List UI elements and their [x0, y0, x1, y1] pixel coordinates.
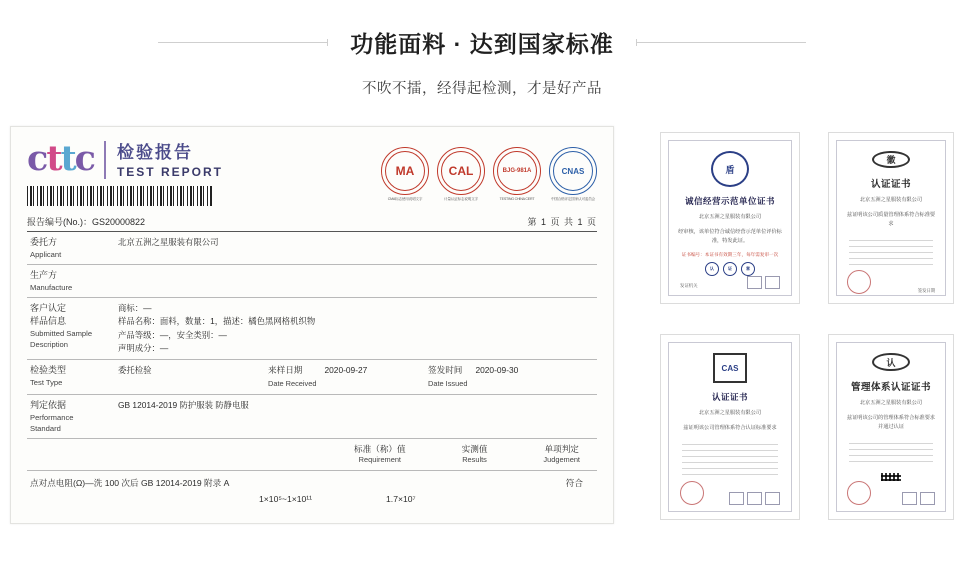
row-value-test-type: 委托检验 来样日期 Date Received 2020-09-27 签发时间 Date Issued 2020-09-30: [115, 360, 597, 394]
table-row: [27, 264, 597, 297]
certificate-2-image: [828, 132, 954, 304]
seal-cnas: CNAS 中国合格评定国家认可委员会: [549, 147, 597, 201]
row-label-applicant: 委托方 Applicant: [27, 232, 115, 265]
cert-signature-row: [847, 270, 936, 294]
report-number: 报告编号(No.)：GS20000822: [27, 216, 146, 227]
cert-text-lines: [849, 438, 933, 467]
result-values: [27, 494, 597, 504]
seal-cma: MA CMA标志使用说明文字: [381, 147, 429, 201]
cert-emblem-icon: 盾: [711, 151, 749, 187]
result-column-headers: 标准（称）值 Requirement 实测值 Results 单项判定 Judgement: [27, 438, 597, 470]
cert-subtitle: 北京五洲之星服装有限公司: [859, 400, 923, 407]
result-row: [27, 471, 597, 489]
cert-emblem-icon: 认: [872, 353, 910, 371]
table-row: [27, 360, 597, 394]
cert-red-note: 证书编号：本证书有效期三年，每年需复审一次: [681, 251, 779, 257]
report-title-cn: 检验报告: [116, 143, 193, 162]
cert-signature-row: [680, 481, 780, 505]
report-number-row: [27, 215, 597, 232]
title-row: [0, 26, 964, 59]
table-row: [27, 394, 597, 438]
certificate-4-image: [828, 334, 954, 520]
certificate-1-image: [660, 132, 800, 304]
cert-subtitle: 北京五洲之星服装有限公司: [859, 197, 923, 203]
certificate-3-image: [660, 334, 800, 520]
report-title-en: TEST REPORT: [116, 164, 223, 179]
cert-title: 认证证书: [870, 179, 911, 190]
table-row: [27, 232, 597, 265]
row-label-test-type: 检验类型 Test Type: [27, 360, 115, 394]
cert-body: 兹证明该公司的管理体系符合标准要求并通过认证: [846, 414, 936, 430]
page-subtitle: 不吹不擂，经得起检测，才是好产品: [362, 81, 602, 97]
row-label-sample: 客户认定 样品信息 Submitted Sample Description: [27, 297, 115, 360]
row-value-sample: 商标：— 样品名称：面料，数量：1，描述：橘色黑网格机织物 产品等级：—，安全类别：— 声明成分：—: [115, 297, 597, 360]
cert-footer-right: 签发日期: [917, 287, 936, 293]
report-brand: [27, 138, 223, 206]
cert-stamp-icon: [680, 481, 704, 505]
row-value-applicant: 北京五洲之星服装有限公司: [115, 232, 597, 265]
cert-title: 认证证书: [711, 392, 748, 402]
cert-title: 诚信经营示范单位证书: [684, 196, 775, 207]
divider-right: [636, 42, 806, 43]
test-report-image: [10, 126, 614, 524]
table-row: [27, 297, 597, 360]
result-judgement: 符合: [565, 477, 583, 488]
cert-text-lines: [682, 439, 777, 480]
cert-title: 管理体系认证证书: [850, 382, 931, 394]
row-label-standard: 判定依据 Performance Standard: [27, 394, 115, 438]
cert-subtitle: 北京五洲之星服装有限公司: [698, 214, 762, 221]
seal-bjg: BJG-981A TESTING CHINA CERT: [493, 147, 541, 201]
result-item: 点对点电阻(Ω)—洗 100 次后 GB 12014-2019 附录 A: [30, 477, 230, 488]
cert-body: 经审核，该单位符合诚信经营示范单位评价标准，特发此证。: [678, 228, 782, 244]
cert-stamp-icon: [847, 270, 871, 294]
row-value-standard: GB 12014-2019 防护服装 防静电服: [115, 394, 597, 438]
table-row: [27, 438, 597, 470]
cert-footer-left: 发证机关: [679, 283, 698, 288]
cttc-logo: cttc: [27, 138, 94, 179]
cert-body: 兹证明该公司管理体系符合认证标准要求: [683, 424, 777, 431]
page-title: 功能面料 · 达到国家标准: [350, 31, 614, 57]
report-header: [27, 138, 597, 206]
row-label-manufacture: 生产方 Manufacture: [27, 264, 115, 297]
result-measured: 1.7×10⁷: [386, 493, 416, 504]
cert-subtitle: 北京五洲之星服装有限公司: [698, 410, 762, 416]
seal-cal: CAL 计量认证标志说明文字: [437, 147, 485, 201]
page-header: [0, 0, 964, 98]
row-value-manufacture: [115, 264, 597, 297]
cert-badge-icons: 认 证 章: [705, 262, 755, 276]
cert-body: 兹证明该公司质量管理体系符合标准要求: [846, 211, 936, 227]
cert-text-lines: [849, 235, 933, 270]
accreditation-seals: [381, 141, 597, 201]
cert-signature-row: [847, 481, 936, 505]
barcode-image: [27, 186, 212, 206]
cert-stamp-icon: [847, 481, 871, 505]
image-gallery: [10, 126, 954, 556]
cert-signature-row: [680, 276, 780, 289]
qr-code-icon: [881, 473, 901, 481]
cert-emblem-icon: 徽: [872, 151, 910, 168]
report-table: [27, 232, 597, 471]
cas-emblem-icon: CAS: [713, 353, 747, 383]
result-requirement: 1×10⁵~1×10¹¹: [259, 493, 313, 504]
divider-left: [158, 42, 328, 43]
report-pages: 第 1 页 共 1 页: [527, 216, 597, 227]
